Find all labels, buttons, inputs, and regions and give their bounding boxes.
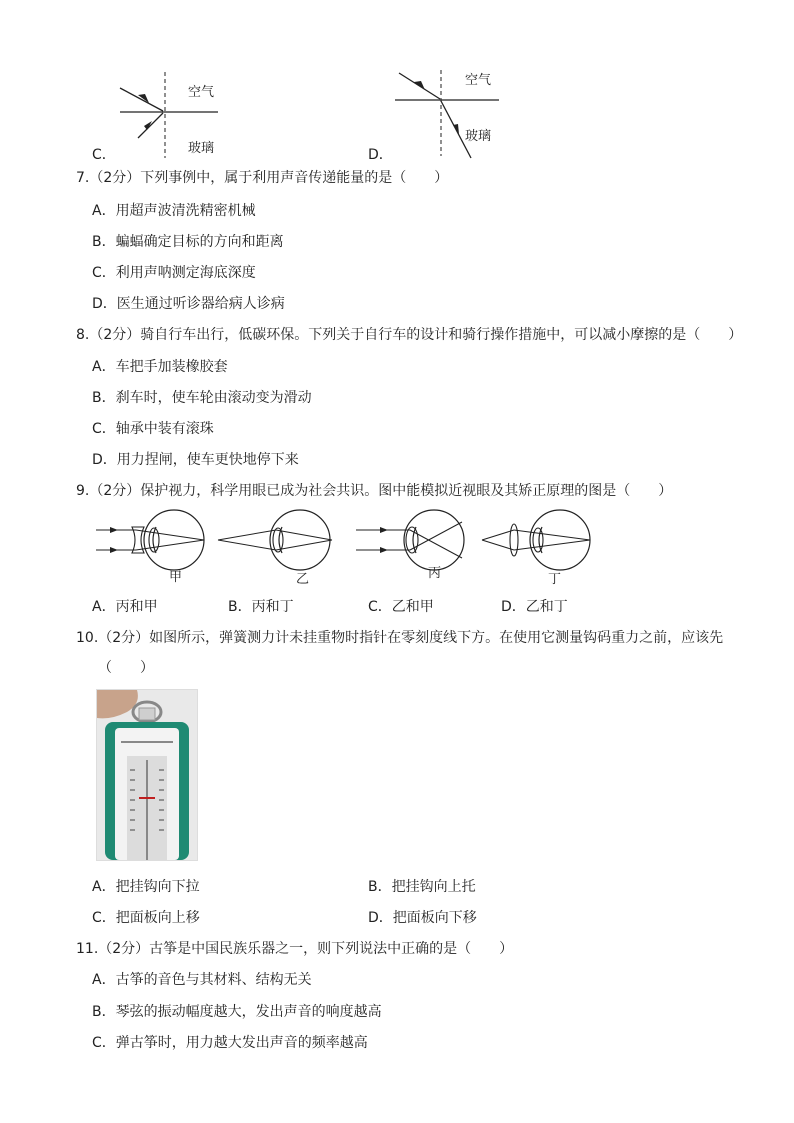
question-10-option-d: D．把面板向下移	[368, 910, 477, 926]
spring-scale-image	[97, 690, 197, 860]
question-8-option-b: B．刹车时，使车轮由滚动变为滑动	[92, 390, 312, 406]
refraction-diagram-d	[385, 68, 515, 162]
question-7-option-b: B．蝙蝠确定目标的方向和距离	[92, 234, 284, 250]
air-label-c: 空气	[188, 85, 215, 100]
eye-diagram-jia	[92, 505, 210, 585]
question-10-option-a: A．把挂钩向下拉	[92, 879, 200, 895]
question-8-option-c: C．轴承中装有滚珠	[92, 421, 214, 437]
option-d-label: D．	[368, 147, 393, 163]
question-10-stem: 10.（2分）如图所示，弹簧测力计未挂重物时指针在零刻度线下方。在使用它测量钩码重力之前，应该先	[76, 630, 724, 646]
question-11-stem: 11.（2分）古筝是中国民族乐器之一，则下列说法中正确的是（ ）	[76, 941, 514, 957]
question-7-stem: 7.（2分）下列事例中，属于利用声音传递能量的是（ ）	[76, 170, 449, 186]
question-8-option-a: A．车把手加装橡胶套	[92, 359, 228, 375]
question-8-option-d: D．用力捏闸，使车更快地停下来	[92, 452, 299, 468]
question-7-option-d: D．医生通过听诊器给病人诊病	[92, 296, 285, 312]
question-8-stem: 8.（2分）骑自行车出行，低碳环保。下列关于自行车的设计和骑行操作措施中，可以减小摩擦的是（ ）	[76, 327, 743, 343]
figure-label-yi: 乙	[296, 572, 310, 587]
figure-label-jia: 甲	[169, 570, 183, 585]
air-label-d: 空气	[465, 73, 492, 88]
question-10-option-b: B．把挂钩向上托	[368, 879, 476, 895]
spring-scale-photo	[96, 689, 198, 861]
eye-diagram-yi	[214, 505, 336, 587]
question-11-option-c: C．弹古筝时，用力越大发出声音的频率越高	[92, 1035, 368, 1051]
question-10-option-c: C．把面板向上移	[92, 910, 200, 926]
eye-diagram-ding	[478, 505, 596, 587]
glass-label-c: 玻璃	[188, 141, 215, 156]
question-11-option-b: B．琴弦的振动幅度越大，发出声音的响度越高	[92, 1004, 382, 1020]
figure-label-ding: 丁	[548, 572, 562, 587]
option-c-label: C．	[92, 147, 116, 163]
question-9-option-a: A．丙和甲	[92, 599, 158, 615]
question-9-option-c: C．乙和甲	[368, 599, 434, 615]
eye-diagram-bing	[352, 505, 470, 585]
question-9-option-d: D．乙和丁	[501, 599, 568, 615]
figure-label-bing: 丙	[428, 566, 442, 581]
question-9-stem: 9.（2分）保护视力，科学用眼已成为社会共识。图中能模拟近视眼及其矫正原理的图是（ ）	[76, 483, 673, 499]
question-10-stem-blank: （ ）	[98, 660, 154, 676]
glass-label-d: 玻璃	[465, 129, 492, 144]
question-7-option-c: C．利用声呐测定海底深度	[92, 265, 256, 281]
question-11-option-a: A．古筝的音色与其材料、结构无关	[92, 972, 312, 988]
question-7-option-a: A．用超声波清洗精密机械	[92, 203, 256, 219]
question-9-option-b: B．丙和丁	[228, 599, 294, 615]
